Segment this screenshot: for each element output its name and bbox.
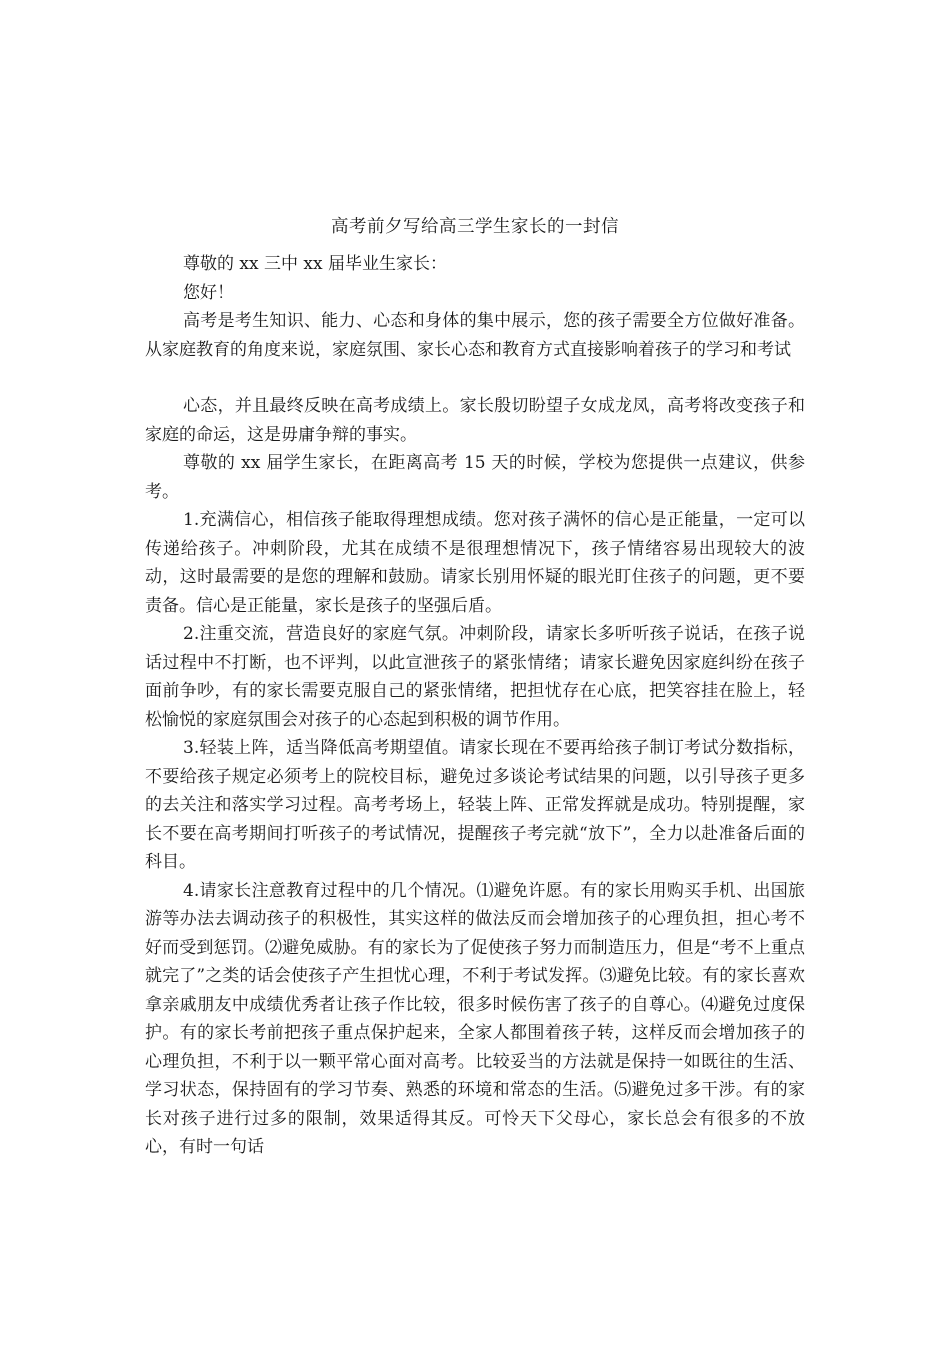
paragraph-item-3: 3.轻装上阵，适当降低高考期望值。请家长现在不要再给孩子制订考试分数指标，不要给孩子规定必须考上的院校目标，避免过多谈论考试结果的问题，以引导孩子更多的去关注和落实学习过程。高考考场上，轻装上阵、正常发挥就是成功。特别提醒，家长不要在高考期间打听孩子的考试情况，提醒孩子考完就“放下”，全力以赴准备后面的科目。: [145, 738, 805, 872]
paragraph-item-4: 4.请家长注意教育过程中的几个情况。⑴避免许愿。有的家长用购买手机、出国旅游等办法去调动孩子的积极性，其实这样的做法反而会增加孩子的心理负担，担心考不好而受到惩罚。⑵避免威胁。有的家长为了促使孩子努力而制造压力，但是“考不上重点就完了”之类的话会使孩子产生担忧心理，不利于考试发挥。⑶避免比较。有的家长喜欢拿亲戚朋友中成绩优秀者让孩子作比较，很多时候伤害了孩子的自尊心。⑷避免过度保护。有的家长考前把孩子重点保护起来，全家人都围着孩子转，这样反而会增加孩子的心理负担，不利于以一颗平常心面对高考。比较妥当的方法就是保持一如既往的生活、学习状态，保持固有的学习节奏、熟悉的环境和常态的生活。⑸避免过多干涉。有的家长对孩子进行过多的限制，效果适得其反。可怜天下父母心，家长总会有很多的不放心，有时一句话: [145, 880, 805, 1157]
paragraph: 高考是考生知识、能力、心态和身体的集中展示，您的孩子需要全方位做好准备。从家庭教育的角度来说，家庭氛围、家长心态和教育方式直接影响着孩子的学习和考试: [145, 311, 805, 360]
paragraph-item-2: 2.注重交流，营造良好的家庭气氛。冲刺阶段，请家长多听听孩子说话，在孩子说话过程中不打断，也不评判，以此宣泄孩子的紧张情绪；请家长避免因家庭纠纷在孩子面前争吵，有的家长需要克服自己的紧张情绪，把担忧存在心底，把笑容挂在脸上，轻松愉悦的家庭氛围会对孩子的心态起到积极的调节作用。: [145, 624, 805, 730]
letter-body: [145, 213, 805, 1162]
page-break-gap: [145, 364, 805, 392]
greeting: 您好！: [183, 282, 234, 303]
page-title: 高考前夕写给高三学生家长的一封信: [331, 217, 619, 237]
paragraph: 尊敬的 xx 届学生家长，在距离高考 15 天的时候，学校为您提供一点建议，供参考。: [145, 453, 805, 502]
paragraph-item-1: 1.充满信心，相信孩子能取得理想成绩。您对孩子满怀的信心是正能量，一定可以传递给孩子。冲刺阶段，尤其在成绩不是很理想情况下，孩子情绪容易出现较大的波动，这时最需要的是您的理解和鼓励。请家长别用怀疑的眼光盯住孩子的问题，更不要责备。信心是正能量，家长是孩子的坚强后盾。: [145, 510, 805, 616]
paragraph: 心态，并且最终反映在高考成绩上。家长殷切盼望子女成龙凤，高考将改变孩子和家庭的命运，这是毋庸争辩的事实。: [145, 396, 805, 445]
salutation: 尊敬的 xx 三中 xx 届毕业生家长：: [183, 254, 447, 274]
